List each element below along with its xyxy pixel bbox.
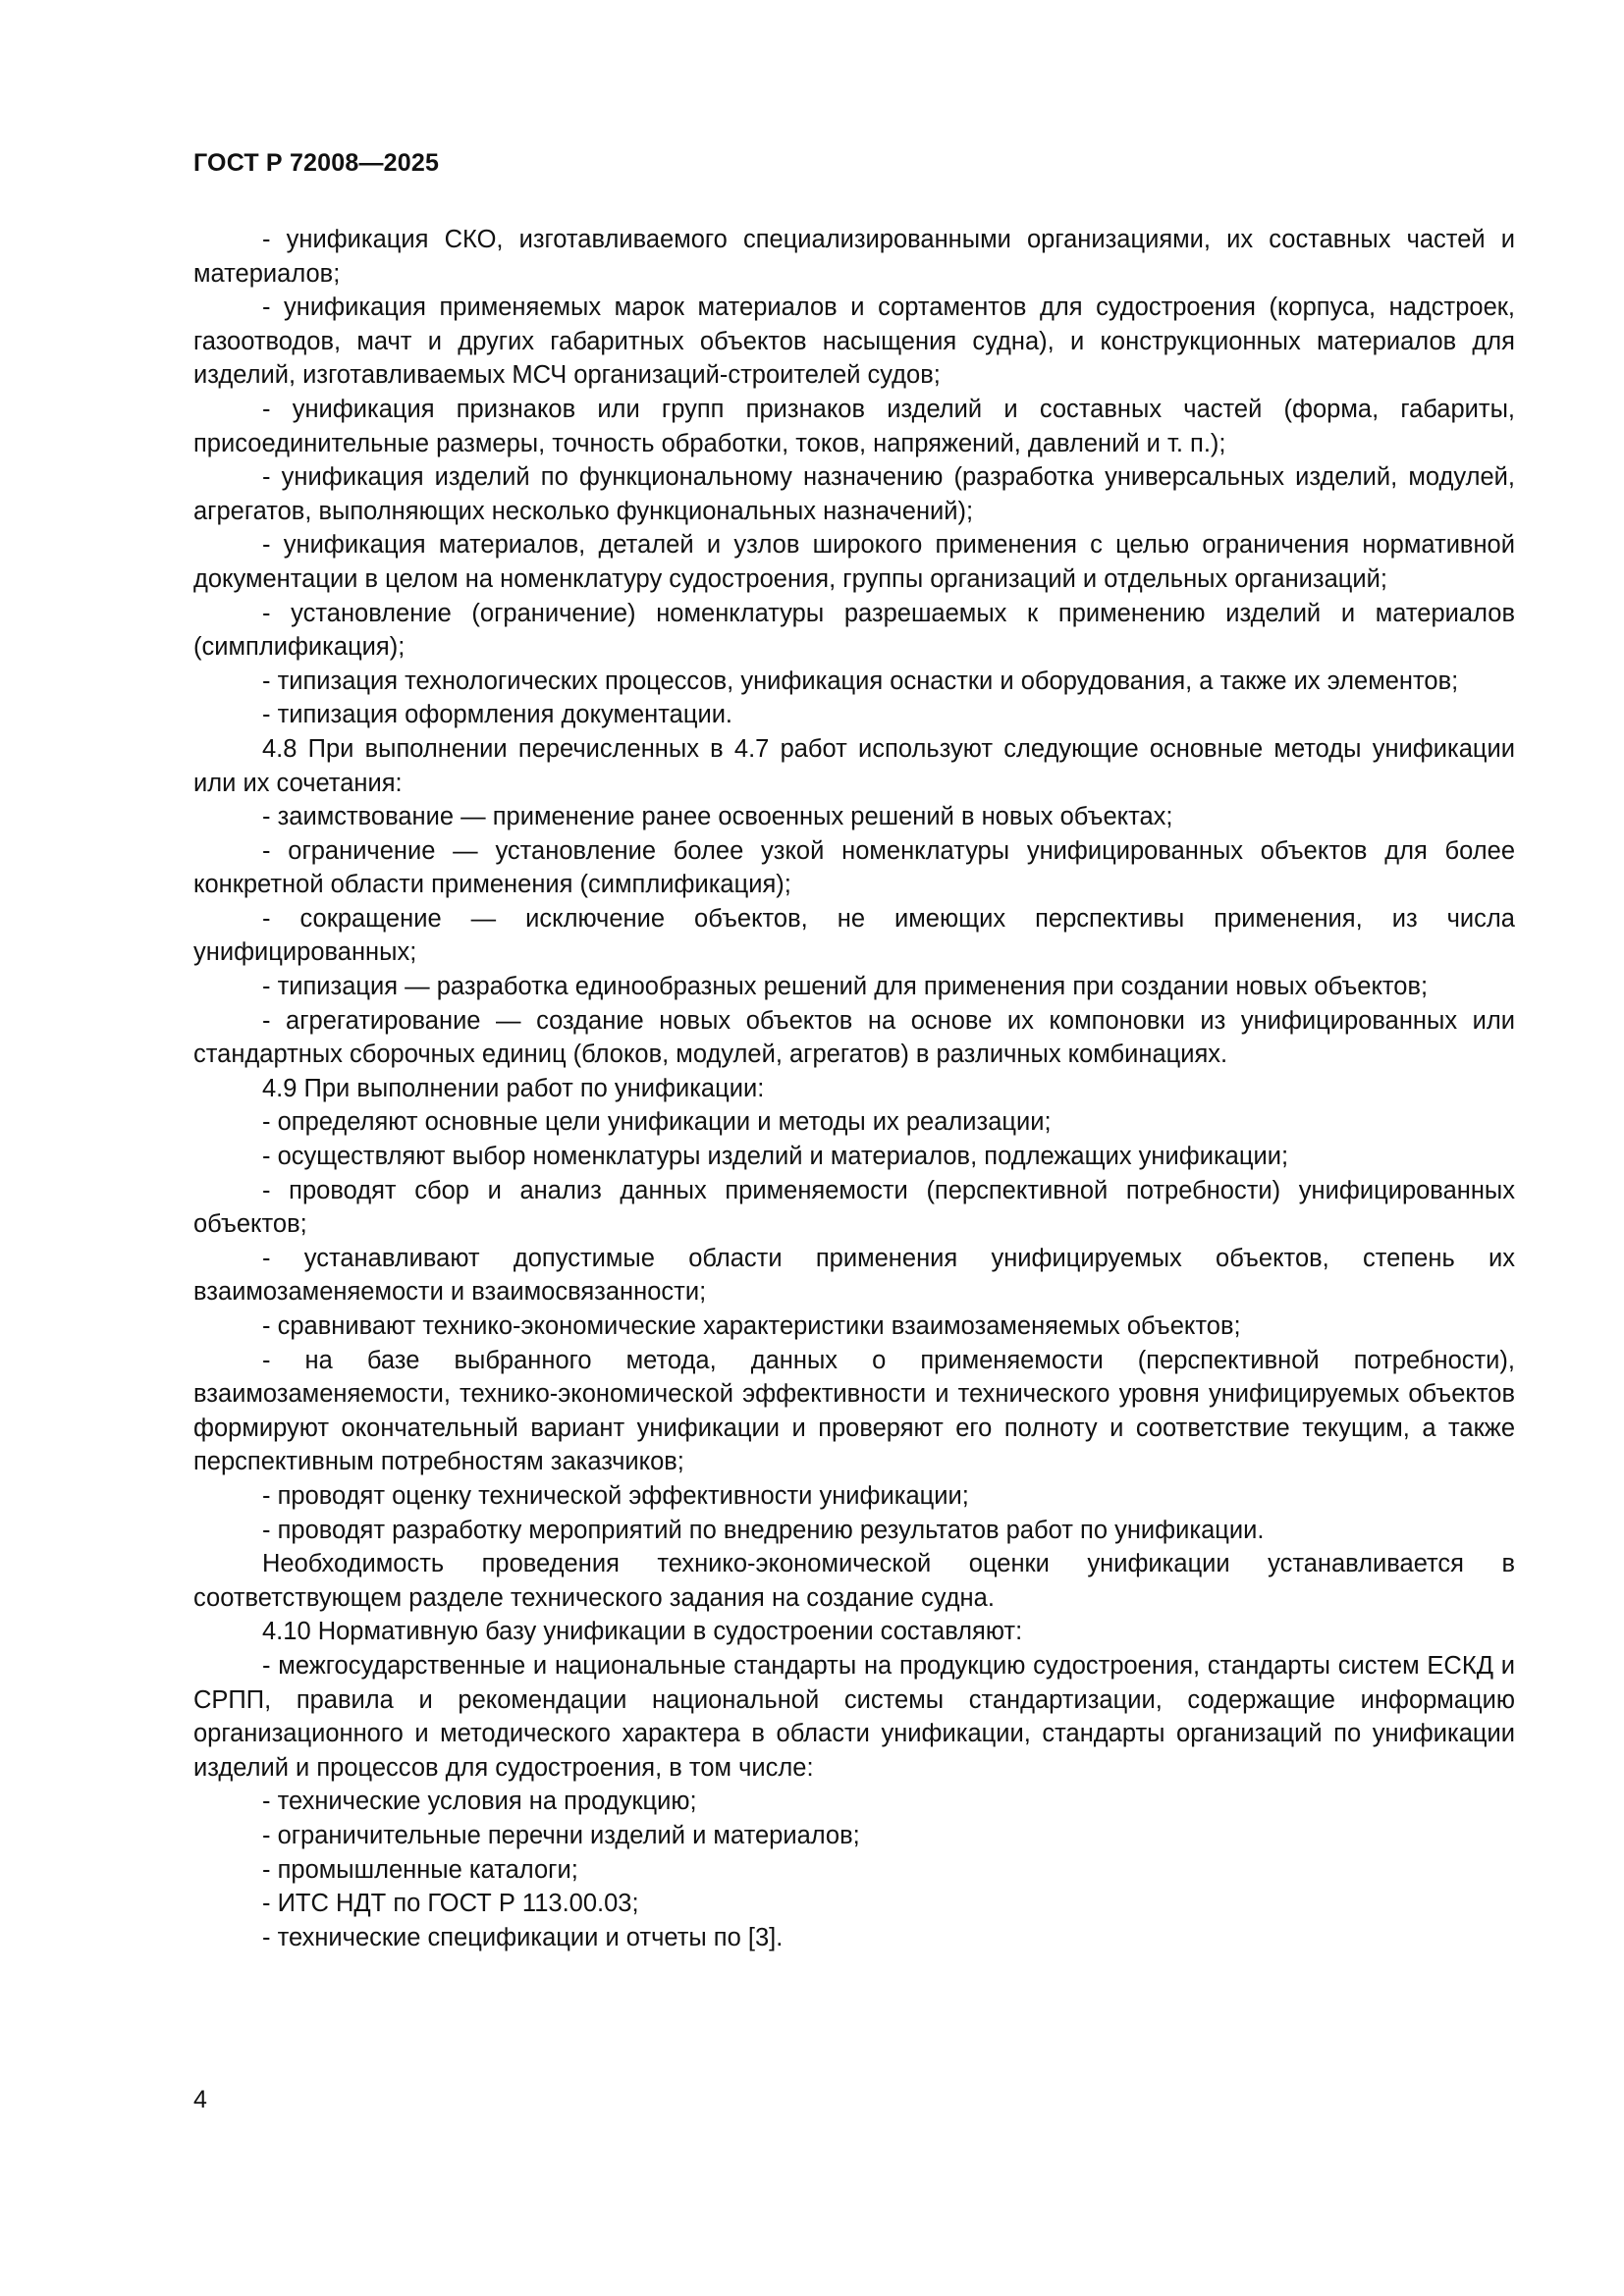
document-header: ГОСТ Р 72008—2025 <box>193 149 440 177</box>
paragraph: - на базе выбранного метода, данных о применяемости (перспективной потребности), взаимозаменяемости, технико-экономической эффективности и технического уровня унифицируемых объектов формируют окончательный вариант унификации и проверяют его полноту и соответствие текущим, а также перспективным потребностям заказчиков; <box>193 1346 1515 1476</box>
paragraph: - ограничение — установление более узкой номенклатуры унифицированных объектов для более конкретной области применения (симплификация); <box>193 836 1515 899</box>
paragraph: 4.8 При выполнении перечисленных в 4.7 работ используют следующие основные методы унификации или их сочетания: <box>193 734 1515 797</box>
paragraph: - типизация технологических процессов, унификация оснастки и оборудования, а также их элементов; <box>262 667 1459 695</box>
paragraph: - унификация изделий по функциональному назначению (разработка универсальных изделий, модулей, агрегатов, выполняющих несколько функциональных назначений); <box>193 463 1515 525</box>
paragraph: - сравнивают технико-экономические характеристики взаимозаменяемых объектов; <box>262 1312 1241 1340</box>
paragraph: - унификация применяемых марок материалов и сортаментов для судостроения (корпуса, надстроек, газоотводов, мачт и других габаритных объектов насыщения судна), и конструкционных материалов для изделий, изготавливаемых МСЧ организаций-строителей судов; <box>193 294 1515 390</box>
paragraph: - межгосударственные и национальные стандарты на продукцию судостроения, стандарты систем ЕСКД и СРПП, правила и рекомендации национальной системы стандартизации, содержащие информацию организационного и методического характера в области унификации, стандарты организаций по унификации изделий и процессов для судостроения, в том числе: <box>193 1651 1515 1782</box>
paragraph: - заимствование — применение ранее освоенных решений в новых объектах; <box>262 803 1173 831</box>
paragraph: Необходимость проведения технико-экономической оценки унификации устанавливается в соответствующем разделе технического задания на создание судна. <box>193 1550 1515 1612</box>
paragraph: - типизация — разработка единообразных решений для применения при создании новых объектов; <box>262 973 1429 1001</box>
paragraph: - ИТС НДТ по ГОСТ Р 113.00.03; <box>262 1890 639 1918</box>
paragraph: 4.9 При выполнении работ по унификации: <box>262 1074 765 1102</box>
paragraph: - определяют основные цели унификации и методы их реализации; <box>262 1108 1052 1137</box>
paragraph: - унификация СКО, изготавливаемого специализированными организациями, их составных частей и материалов; <box>193 226 1515 288</box>
paragraph: - технические условия на продукцию; <box>262 1788 697 1816</box>
document-body <box>193 223 1515 1954</box>
paragraph: - технические спецификации и отчеты по [3]. <box>262 1923 784 1951</box>
paragraph: - установление (ограничение) номенклатуры разрешаемых к применению изделий и материалов (симплификация); <box>193 599 1515 662</box>
paragraph: - типизация оформления документации. <box>262 701 733 729</box>
paragraph: - унификация материалов, деталей и узлов широкого применения с целью ограничения нормативной документации в целом на номенклатуру судостроения, группы организаций и отдельных организаций; <box>193 531 1515 593</box>
paragraph: - проводят сбор и анализ данных применяемости (перспективной потребности) унифицированных объектов; <box>193 1176 1515 1239</box>
paragraph: - промышленные каталоги; <box>262 1855 578 1884</box>
paragraph: - проводят оценку технической эффективности унификации; <box>262 1481 969 1510</box>
paragraph: 4.10 Нормативную базу унификации в судостроении составляют: <box>262 1618 1023 1646</box>
page-number: 4 <box>193 2086 207 2113</box>
paragraph: - унификация признаков или групп признаков изделий и составных частей (форма, габариты, присоединительные размеры, точность обработки, токов, напряжений, давлений и т. п.); <box>193 395 1515 457</box>
paragraph: - устанавливают допустимые области применения унифицируемых объектов, степень их взаимозаменяемости и взаимосвязанности; <box>193 1244 1515 1307</box>
paragraph: - сокращение — исключение объектов, не имеющих перспективы применения, из числа унифицированных; <box>193 904 1515 967</box>
paragraph: - проводят разработку мероприятий по внедрению результатов работ по унификации. <box>262 1516 1265 1544</box>
paragraph: - ограничительные перечни изделий и материалов; <box>262 1821 860 1849</box>
paragraph: - осуществляют выбор номенклатуры изделий и материалов, подлежащих унификации; <box>262 1143 1289 1171</box>
paragraph: - агрегатирование — создание новых объектов на основе их компоновки из унифицированных или стандартных сборочных единиц (блоков, модулей, агрегатов) в различных комбинациях. <box>193 1006 1515 1069</box>
